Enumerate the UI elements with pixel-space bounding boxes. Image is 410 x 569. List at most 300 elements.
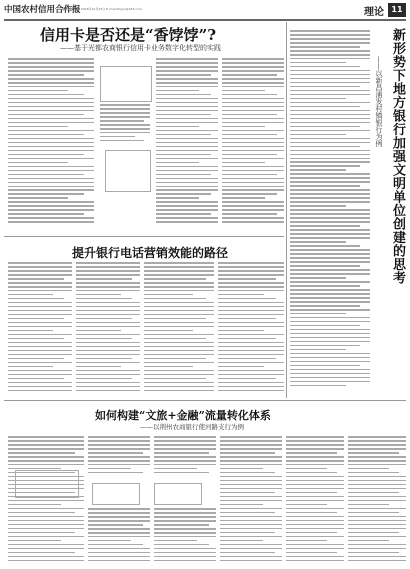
text-line [8, 468, 61, 470]
text-line [8, 342, 72, 344]
text-line [290, 213, 370, 215]
text-line [156, 126, 199, 128]
text-line [8, 217, 94, 219]
article-4-text [154, 508, 216, 566]
text-line [290, 38, 370, 40]
text-line [154, 460, 216, 462]
text-line [76, 354, 140, 356]
text-line [290, 185, 360, 187]
text-line [286, 560, 344, 562]
text-line [76, 294, 121, 296]
text-line [156, 122, 218, 124]
text-line [76, 334, 140, 336]
text-line [220, 452, 275, 454]
text-line [144, 310, 214, 312]
text-line [290, 365, 360, 367]
text-line [76, 378, 132, 380]
text-line [154, 436, 216, 438]
text-line [76, 390, 140, 392]
text-line [220, 444, 282, 446]
text-line [8, 201, 94, 203]
text-line [8, 174, 84, 176]
text-line [222, 126, 265, 128]
text-line [8, 193, 84, 195]
text-line [290, 118, 370, 120]
text-line [8, 130, 94, 132]
text-line [156, 82, 218, 84]
text-line [286, 488, 344, 490]
text-line [156, 186, 218, 188]
text-line [8, 464, 84, 466]
text-line [286, 484, 344, 486]
text-line [286, 436, 344, 438]
text-line [8, 134, 84, 136]
text-line [290, 110, 370, 112]
text-line [218, 342, 284, 344]
text-line [156, 102, 218, 104]
text-line [286, 508, 344, 510]
text-line [8, 66, 94, 68]
text-line [290, 349, 346, 351]
text-line [220, 552, 275, 554]
text-line [154, 444, 216, 446]
text-line [290, 78, 370, 80]
text-line [290, 225, 360, 227]
text-line [222, 94, 277, 96]
text-line [290, 241, 346, 243]
text-line [218, 350, 284, 352]
text-line [156, 98, 218, 100]
text-line [218, 362, 284, 364]
text-line [8, 382, 72, 384]
pull-quote-box [105, 150, 151, 192]
text-line [154, 528, 216, 530]
text-line [144, 374, 214, 376]
text-line [154, 552, 216, 554]
text-line [8, 221, 94, 223]
text-line [8, 366, 53, 368]
text-line [88, 560, 150, 562]
text-line [290, 269, 370, 271]
text-line [8, 282, 72, 284]
text-line [154, 472, 209, 474]
text-line [8, 122, 94, 124]
text-line [156, 106, 218, 108]
text-line [222, 217, 284, 219]
divider [4, 400, 406, 401]
text-line [156, 118, 218, 120]
text-line [290, 341, 370, 343]
text-line [8, 166, 94, 168]
text-line [76, 322, 140, 324]
text-line [290, 42, 370, 44]
text-line [220, 488, 282, 490]
text-line [88, 468, 131, 470]
text-line [76, 274, 140, 276]
text-line [76, 278, 132, 280]
text-line [290, 165, 360, 167]
text-line [348, 520, 406, 522]
text-line [156, 70, 218, 72]
text-line [156, 205, 218, 207]
pull-quote-box [100, 66, 152, 102]
text-line [8, 504, 61, 506]
text-line [156, 90, 199, 92]
text-line [8, 540, 61, 542]
text-line [290, 158, 370, 160]
pull-quote-box [154, 483, 202, 505]
text-line [76, 330, 121, 332]
text-line [100, 120, 144, 122]
text-line [8, 552, 75, 554]
text-line [88, 552, 150, 554]
text-line [290, 257, 370, 259]
text-line [76, 374, 140, 376]
text-line [8, 298, 64, 300]
text-line [290, 381, 370, 383]
text-line [218, 354, 284, 356]
text-line [154, 544, 209, 546]
text-line [76, 302, 140, 304]
text-line [100, 112, 150, 114]
text-line [220, 472, 275, 474]
text-line [290, 277, 346, 279]
text-line [156, 150, 218, 152]
text-line [8, 338, 64, 340]
text-line [290, 169, 346, 171]
text-line [144, 294, 193, 296]
text-line [348, 536, 406, 538]
article-2-text [76, 262, 140, 398]
text-line [144, 266, 214, 268]
text-line [8, 390, 72, 392]
text-line [290, 309, 370, 311]
text-line [88, 444, 150, 446]
text-line [144, 370, 214, 372]
text-line [144, 274, 214, 276]
newspaper-title: 中国农村信用合作报 [4, 5, 81, 15]
text-line [222, 114, 277, 116]
text-line [220, 544, 282, 546]
text-line [88, 532, 150, 534]
text-line [100, 124, 150, 126]
divider [286, 22, 287, 398]
text-line [8, 444, 84, 446]
text-line [88, 460, 150, 462]
text-line [144, 386, 214, 388]
text-line [8, 354, 72, 356]
text-line [8, 197, 68, 199]
text-line [8, 186, 94, 188]
text-line [348, 540, 389, 542]
text-line [222, 189, 284, 191]
text-line [290, 253, 370, 255]
text-line [8, 476, 84, 478]
text-line [8, 114, 84, 116]
text-line [290, 297, 370, 299]
text-line [222, 102, 284, 104]
text-line [156, 134, 211, 136]
text-line [286, 452, 337, 454]
text-line [286, 512, 337, 514]
text-line [290, 70, 370, 72]
text-line [88, 520, 150, 522]
article-3-subtitle: ——以新昌浦发村镇银行为例 [375, 56, 383, 147]
text-line [76, 314, 140, 316]
text-line [100, 108, 150, 110]
article-1-title: 信用卡是否还是“香饽饽”? [40, 26, 217, 44]
text-line [8, 158, 94, 160]
text-line [290, 345, 360, 347]
text-line [290, 54, 370, 56]
text-line [8, 548, 84, 550]
text-line [290, 58, 370, 60]
text-line [286, 480, 344, 482]
text-line [290, 289, 370, 291]
text-line [290, 265, 360, 267]
text-line [156, 110, 218, 112]
text-line [8, 178, 94, 180]
text-line [290, 82, 370, 84]
text-line [290, 173, 370, 175]
text-line [8, 346, 72, 348]
page-number: 11 [388, 3, 406, 17]
text-line [290, 329, 370, 331]
text-line [222, 178, 284, 180]
text-line [290, 130, 370, 132]
text-line [8, 544, 84, 546]
text-line [144, 362, 214, 364]
text-line [8, 358, 64, 360]
text-line [218, 274, 284, 276]
text-line [348, 528, 406, 530]
text-line [348, 476, 406, 478]
text-line [218, 330, 264, 332]
text-line [100, 140, 144, 142]
text-line [290, 74, 370, 76]
text-line [290, 177, 370, 179]
text-line [222, 106, 284, 108]
text-line [8, 480, 84, 482]
text-line [8, 189, 94, 191]
text-line [348, 448, 406, 450]
text-line [222, 70, 284, 72]
text-line [88, 528, 150, 530]
text-line [156, 146, 218, 148]
text-line [156, 193, 211, 195]
text-line [8, 512, 75, 514]
text-line [88, 440, 150, 442]
text-line [76, 270, 140, 272]
text-line [156, 114, 211, 116]
text-line [290, 361, 370, 363]
text-line [8, 496, 84, 498]
text-line [8, 440, 84, 442]
text-line [286, 540, 327, 542]
text-line [348, 512, 399, 514]
text-line [222, 154, 277, 156]
text-line [220, 440, 282, 442]
text-line [222, 221, 284, 223]
text-line [290, 98, 346, 100]
text-line [8, 374, 72, 376]
text-line [8, 213, 84, 215]
article-4-text [8, 436, 84, 566]
text-line [8, 560, 84, 562]
text-line [290, 333, 370, 335]
text-line [76, 338, 132, 340]
text-line [8, 102, 94, 104]
text-line [290, 90, 370, 92]
text-line [144, 286, 214, 288]
text-line [156, 62, 218, 64]
text-line [76, 386, 140, 388]
text-line [144, 262, 214, 264]
text-line [156, 209, 218, 211]
text-line [8, 452, 75, 454]
text-line [156, 213, 211, 215]
text-line [156, 154, 211, 156]
text-line [218, 314, 284, 316]
text-line [290, 245, 360, 247]
text-line [156, 158, 218, 160]
text-line [222, 186, 284, 188]
text-line [222, 78, 284, 80]
text-line [8, 302, 72, 304]
divider [4, 236, 284, 237]
text-line [100, 104, 150, 106]
text-line [8, 274, 72, 276]
text-line [8, 386, 72, 388]
text-line [220, 492, 275, 494]
text-line [76, 382, 140, 384]
text-line [286, 504, 327, 506]
text-line [144, 330, 193, 332]
text-line [348, 548, 406, 550]
text-line [8, 82, 94, 84]
issue-meta: 编辑：曹家鹏 2018年12月25日 E-mail:zhgnx@163.com [62, 7, 142, 11]
text-line [348, 472, 399, 474]
text-line [8, 205, 94, 207]
text-line [348, 532, 399, 534]
text-line [218, 370, 284, 372]
text-line [8, 322, 72, 324]
text-line [156, 94, 211, 96]
text-line [220, 476, 282, 478]
text-line [8, 528, 84, 530]
text-line [154, 520, 216, 522]
text-line [290, 201, 370, 203]
text-line [8, 362, 72, 364]
text-line [348, 500, 406, 502]
text-line [222, 90, 265, 92]
article-3-text [290, 30, 370, 398]
article-1-text [100, 104, 150, 148]
text-line [76, 298, 132, 300]
text-line [290, 325, 360, 327]
text-line [144, 366, 193, 368]
text-line [218, 378, 276, 380]
text-line [222, 213, 277, 215]
text-line [144, 350, 214, 352]
text-line [286, 448, 344, 450]
text-line [290, 313, 346, 315]
text-line [218, 298, 276, 300]
text-line [76, 350, 140, 352]
text-line [290, 293, 370, 295]
text-line [218, 262, 284, 264]
text-line [222, 205, 284, 207]
text-line [8, 456, 84, 458]
text-line [8, 106, 94, 108]
text-line [220, 456, 282, 458]
text-line [290, 122, 370, 124]
text-line [76, 262, 140, 264]
article-4-text [154, 436, 216, 480]
text-line [218, 322, 284, 324]
text-line [286, 528, 344, 530]
text-line [8, 138, 94, 140]
text-line [220, 548, 282, 550]
article-4-text [220, 436, 282, 566]
text-line [222, 82, 284, 84]
text-line [76, 286, 140, 288]
text-line [222, 209, 284, 211]
text-line [222, 134, 277, 136]
text-line [286, 544, 344, 546]
text-line [8, 170, 94, 172]
text-line [286, 520, 344, 522]
text-line [222, 62, 284, 64]
text-line [348, 484, 406, 486]
text-line [8, 70, 94, 72]
text-line [156, 166, 218, 168]
text-line [88, 472, 143, 474]
text-line [286, 556, 344, 558]
text-line [222, 170, 284, 172]
text-line [76, 362, 140, 364]
article-2-title: 提升银行电话营销效能的路径 [72, 246, 229, 260]
text-line [8, 314, 72, 316]
text-line [8, 286, 72, 288]
article-2-text [8, 262, 72, 398]
text-line [88, 456, 150, 458]
text-line [156, 221, 218, 223]
article-4-text [348, 436, 406, 566]
text-line [76, 310, 140, 312]
text-line [286, 476, 344, 478]
text-line [8, 500, 84, 502]
text-line [348, 492, 399, 494]
text-line [348, 524, 406, 526]
text-line [8, 330, 53, 332]
text-line [290, 317, 370, 319]
text-line [222, 118, 284, 120]
text-line [220, 480, 282, 482]
text-line [222, 146, 284, 148]
text-line [348, 456, 406, 458]
text-line [286, 552, 337, 554]
text-line [290, 385, 346, 387]
text-line [290, 197, 370, 199]
text-line [156, 58, 218, 60]
text-line [290, 353, 370, 355]
text-line [290, 193, 370, 195]
text-line [156, 130, 218, 132]
text-line [88, 536, 150, 538]
text-line [76, 266, 140, 268]
text-line [88, 464, 150, 466]
